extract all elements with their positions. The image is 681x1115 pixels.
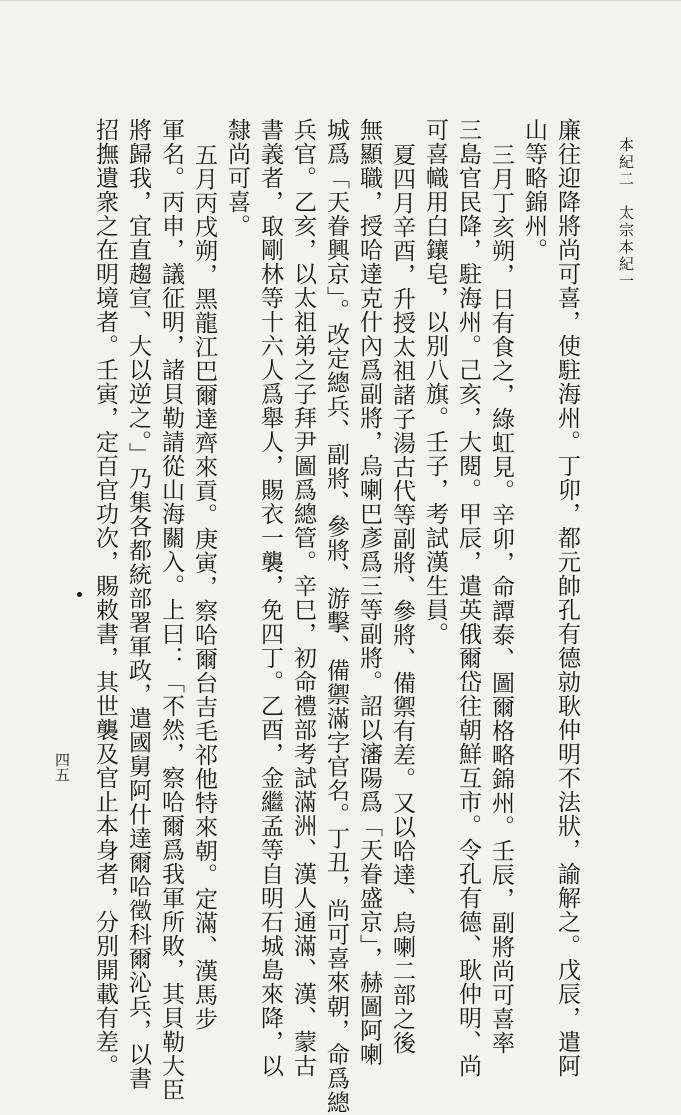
text-column: 三島官民降，駐海州。己亥，大閱。甲辰，遣英俄爾岱往朝鮮互市。令孔有德、耿仲明、尚 — [455, 118, 481, 1078]
text-column: 山等略錦州。 — [521, 118, 547, 262]
text-column: 夏四月辛酉，升授太祖諸子湯古代等副將、參將、備禦有差。又以哈達、烏喇二部之後 — [389, 143, 415, 1055]
scan-edge-top — [0, 0, 681, 1]
text-column: 隸尚可喜。 — [224, 118, 250, 238]
text-column: 可喜幟用白鑲皂，以別八旗。壬子，考試漢生員。 — [422, 118, 448, 646]
text-column: 五月丙戌朔，黑龍江巴爾達齊來貢。庚寅，察哈爾台吉毛祁他特來朝。定滿、漢馬步 — [191, 143, 217, 1031]
text-column: 將歸我，宜直趨宣、大以逆之。」乃集各都統部署軍政，遣國舅阿什達爾哈徵科爾沁兵，以書 — [125, 118, 151, 1091]
text-column: 廉往迎降將尚可喜，使駐海州。丁卯，都元帥孔有德勍耿仲明不法狀，諭解之。戊辰，遣阿 — [554, 118, 580, 1078]
main-text — [88, 118, 583, 1115]
page-number: 四五 — [53, 752, 71, 782]
text-column: 兵官。乙亥，以太祖弟之子拜尹圖爲總管。辛巳，初命禮部考試滿洲、漢人通滿、漢、蒙古 — [290, 118, 316, 1078]
text-column: 城爲「天眷興京」。改定總兵、副將、參將、游擊、備禦滿字官名。丁丑，尚可喜來朝，命爲總 — [323, 118, 349, 1115]
text-column: 招撫遺衆之在明境者。壬寅，定百官功次，賜敕書，其世襲及官止本身者，分別開載有差。 — [92, 118, 118, 1078]
bullet-dot — [77, 592, 82, 597]
text-column: 無顯職，授哈達克什內爲副將，烏喇巴彥爲三等副將。詔以瀋陽爲「天眷盛京」，赫圖阿喇 — [356, 118, 382, 1067]
text-column: 書義者，取剛林等十六人爲舉人，賜衣一襲，免四丁。乙酉，金繼孟等自明石城島來降，以 — [257, 118, 283, 1078]
text-column: 三月丁亥朔，日有食之，綠虹見。辛卯，命譚泰、圖爾格略錦州。壬辰，副將尚可喜率 — [488, 143, 514, 1055]
book-section-title: 本紀二 太宗本紀一 — [617, 137, 635, 290]
text-column: 軍名。丙申，議征明，諸貝勒請從山海關入。上曰：「不然，察哈爾爲我軍所敗，其貝勒大臣 — [158, 118, 184, 1102]
